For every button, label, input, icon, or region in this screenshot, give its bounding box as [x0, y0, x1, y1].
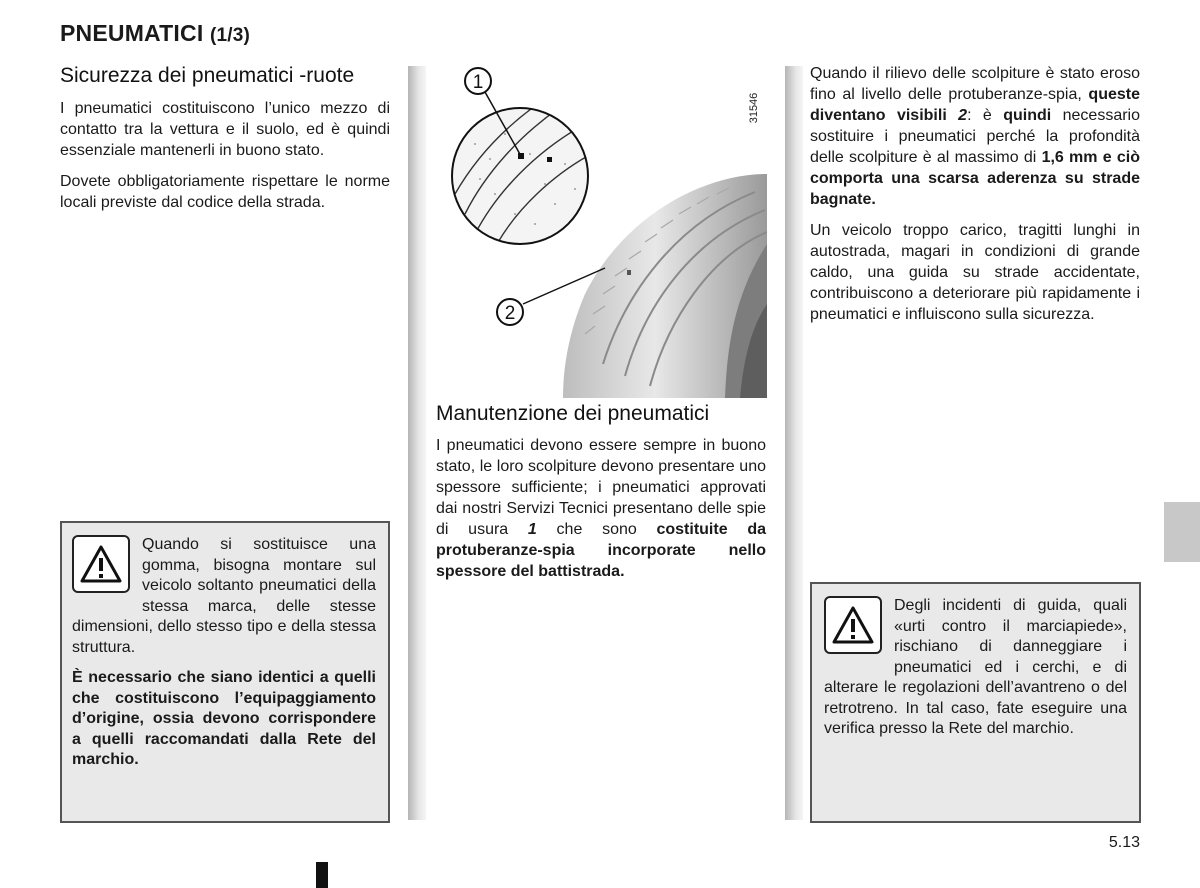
section-tab-marker — [1164, 502, 1200, 562]
warning-text-right: Degli incidenti di guida, quali «urti contro il marciapiede», rischiano di danneggiare i pneumatici ed i cerchi, e di alterare le regolazioni dell’avantreno o del retrotreno. In tal caso, fate eseguire una verifica presso la Rete del marchio. — [824, 597, 1127, 737]
wear-text-3: necessario sostituire i pneumatici perché la profondità delle scolpiture è al massimo di — [810, 107, 1140, 166]
column-divider-right — [785, 66, 803, 820]
middle-column — [436, 402, 766, 582]
right-column — [810, 63, 1140, 325]
page-title-text: PNEUMATICI — [60, 20, 204, 46]
callout-1-label: 1 — [472, 72, 484, 93]
warning-bold-text-left: È necessario che siano identici a quelli che costituiscono l’equipaggiamento d’origine, ossia devono corrispondere a quelli raccomandati dalla Rete del marchio. — [72, 669, 376, 768]
wear-bold-3: 1,6 mm e ciò comporta una scarsa aderenza su strade bagnate. — [810, 149, 1141, 208]
section-heading-maintenance: Manutenzione dei pneumatici — [436, 402, 710, 425]
warning-text-left: Quando si sostituisce una gomma, bisogna montare sul veicolo soltanto pneumatici della stessa marca, delle stesse dimensioni, dello stesso tipo e della stessa struttura. — [72, 536, 376, 656]
page-title-suffix: (1/3) — [210, 25, 251, 46]
wear-text-1: Quando il rilievo delle scolpiture è stato eroso fino al livello delle protuberanze-spia, — [810, 65, 1140, 103]
maintenance-ref-1: 1 — [527, 521, 537, 538]
callout-2-label: 2 — [504, 303, 516, 324]
page-title — [60, 20, 250, 47]
maintenance-paragraph — [436, 435, 766, 582]
column-divider-left — [408, 66, 426, 820]
safety-paragraph-1: I pneumatici costituiscono l’unico mezzo di contatto tra la vettura e il suolo, ed è quindi essenziale mantenerli in buono stato. — [60, 100, 390, 159]
warning-box-impacts — [810, 582, 1141, 823]
wear-bold-2: quindi — [1003, 107, 1052, 124]
maintenance-text-2: che sono — [536, 521, 657, 538]
warning-triangle-icon — [824, 596, 882, 654]
binding-mark — [316, 862, 328, 888]
illustration-code: 31546 — [748, 92, 760, 124]
load-paragraph: Un veicolo troppo carico, tragitti lunghi in autostrada, magari in condizioni di grande caldo, una guida su strade accidentate, contribuiscono a deteriorare più rapidamente i pneumatici e influiscono sulla sicurezza. — [810, 222, 1140, 323]
left-column — [60, 64, 390, 213]
warning-box-tyre-replacement — [60, 521, 390, 823]
maintenance-text-1: I pneumatici devono essere sempre in buono stato, le loro scolpiture devono presentare uno spessore sufficiente; i pneumatici approvati dai nostri Servizi Tecnici presentano delle spie di usura — [436, 437, 766, 538]
wear-text-2: : è — [967, 107, 1004, 124]
wear-ref-2: 2 — [958, 107, 968, 124]
maintenance-bold-text: costituite da protuberanze-spia incorporate nello spessore del battistrada. — [436, 521, 766, 580]
warning-triangle-icon — [72, 535, 130, 593]
page-number: 5.13 — [1108, 834, 1140, 851]
safety-paragraph-2: Dovete obbligatoriamente rispettare le norme locali previste dal codice della strada. — [60, 173, 390, 211]
wear-bold-1: queste diventano visibili — [810, 86, 1140, 124]
tyre-tread-illustration — [435, 64, 767, 398]
section-heading-safety: Sicurezza dei pneumatici -ruote — [60, 64, 355, 87]
wear-paragraph — [810, 63, 1140, 210]
